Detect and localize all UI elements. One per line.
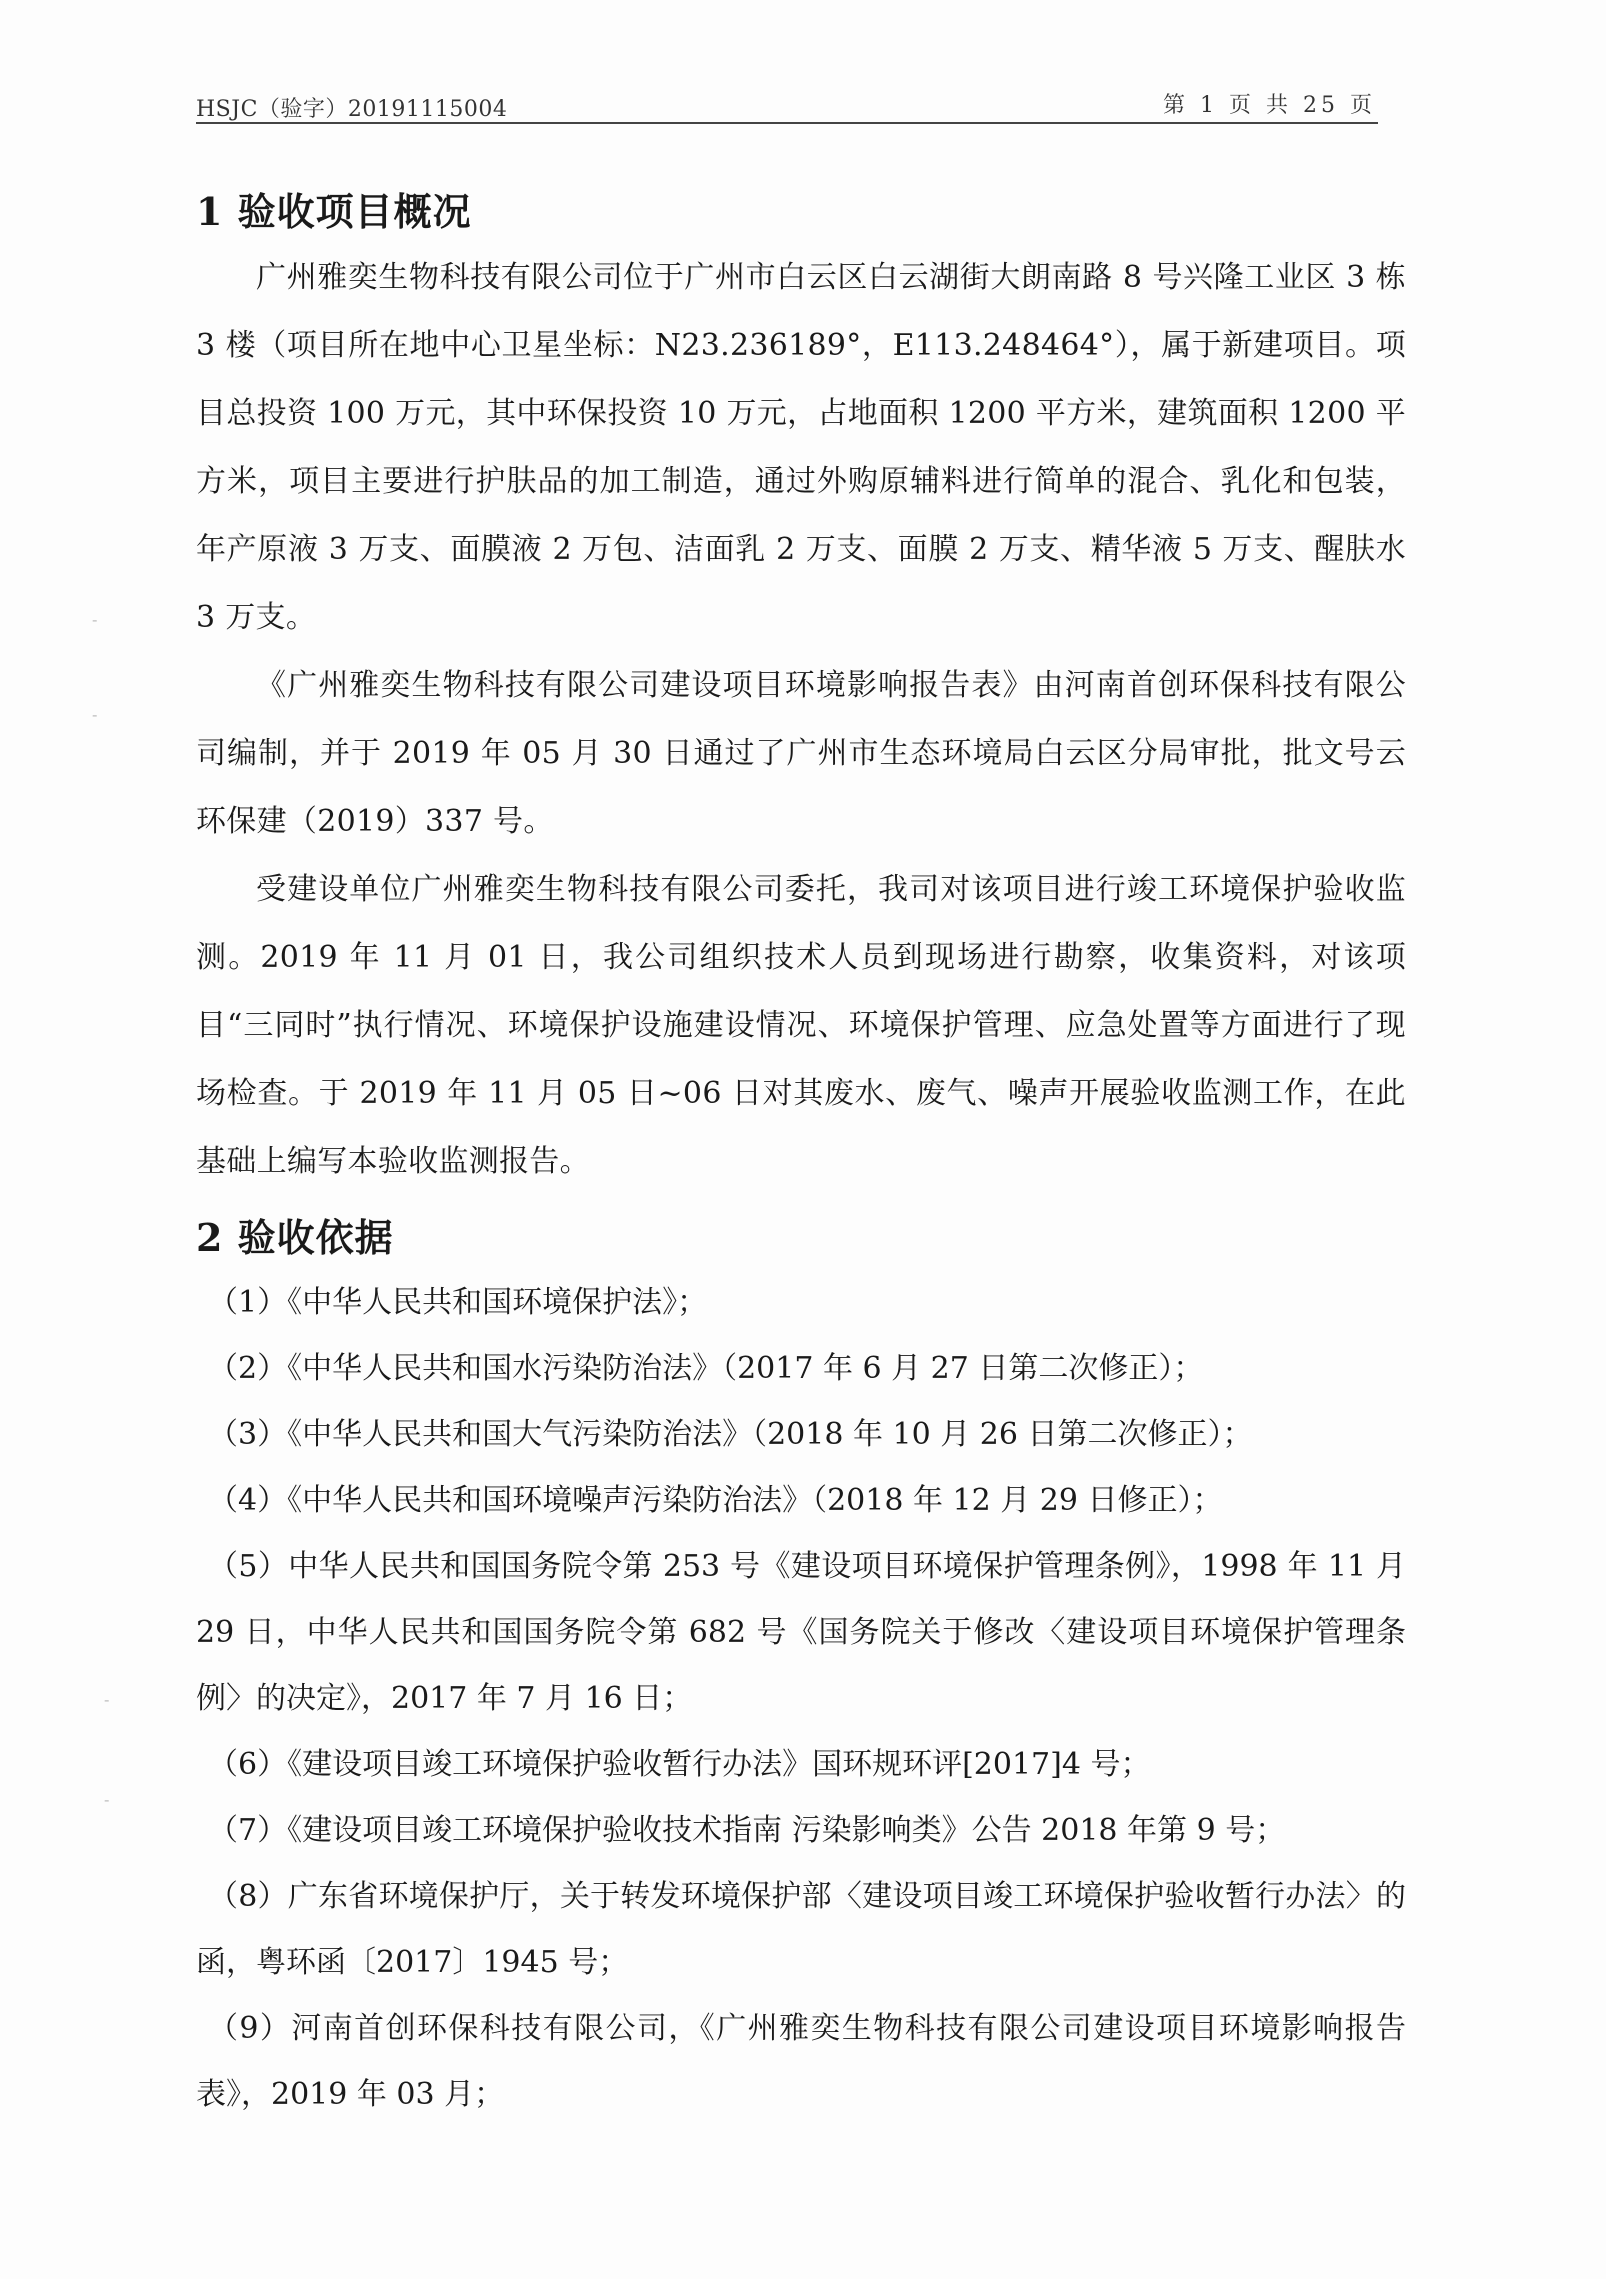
reference-item: （9）河南首创环保科技有限公司，《广州雅奕生物科技有限公司建设项目环境影响报告表》，2019 年 03 月； xyxy=(196,2011,1406,2112)
reference-item: （7）《建设项目竣工环境保护验收技术指南 污染影响类》公告 2018 年第 9 号； xyxy=(208,1813,1286,1848)
section-2-references xyxy=(196,1270,1406,2128)
page-header xyxy=(196,88,1376,122)
scan-mark: - xyxy=(92,610,98,629)
section-2-title: 2 验收依据 xyxy=(196,1215,394,1260)
reference-item: （8）广东省环境保护厅，关于转发环境保护部〈建设项目竣工环境保护验收暂行办法〉的函，粤环函〔2017〕1945 号； xyxy=(196,1879,1406,1980)
page-number: 第 1 页 共 25 页 xyxy=(1163,93,1376,118)
main-content xyxy=(196,180,1406,2128)
reference-item: （5）中华人民共和国国务院令第 253 号《建设项目环境保护管理条例》，1998 年 11 月 29 日，中华人民共和国国务院令第 682 号《国务院关于修改〈建设项目环境保护管理条例〉的决定》，2017 年 7 月 16 日； xyxy=(196,1549,1406,1716)
reference-item: （2）《中华人民共和国水污染防治法》（2017 年 6 月 27 日第二次修正）； xyxy=(208,1351,1204,1386)
section-1-title: 1 验收项目概况 xyxy=(196,189,472,234)
scan-mark: - xyxy=(104,1790,110,1809)
scan-mark: - xyxy=(104,1690,110,1709)
paragraph: 受建设单位广州雅奕生物科技有限公司委托，我司对该项目进行竣工环境保护验收监测。2019 年 11 月 01 日，我公司组织技术人员到现场进行勘察，收集资料，对该项目“三同时”执行情况、环境保护设施建设情况、环境保护管理、应急处置等方面进行了现场检查。于 2019 年 11 月 05 日~06 日对其废水、废气、噪声开展验收监测工作，在此基础上编写本验收监测报告。 xyxy=(196,872,1406,1179)
reference-item: （4）《中华人民共和国环境噪声污染防治法》（2018 年 12 月 29 日修正）； xyxy=(208,1483,1223,1518)
report-number: HSJC（验字）20191115004 xyxy=(196,97,508,122)
reference-item: （6）《建设项目竣工环境保护验收暂行办法》国环规环评[2017]4 号； xyxy=(208,1747,1151,1782)
header-divider xyxy=(196,122,1378,124)
section-1-body xyxy=(196,244,1406,1196)
scan-mark: - xyxy=(92,705,98,724)
paragraph: 广州雅奕生物科技有限公司位于广州市白云区白云湖街大朗南路 8 号兴隆工业区 3 栋 3 楼（项目所在地中心卫星坐标：N23.236189°，E113.248464°），属于新建项目。项目总投资 100 万元，其中环保投资 10 万元，占地面积 1200 平方米，建筑面积 1200 平方米，项目主要进行护肤品的加工制造，通过外购原辅料进行简单的混合、乳化和包装，年产原液 3 万支、面膜液 2 万包、洁面乳 2 万支、面膜 2 万支、精华液 5 万支、醒肤水 3 万支。 xyxy=(196,260,1406,635)
paragraph: 《广州雅奕生物科技有限公司建设项目环境影响报告表》由河南首创环保科技有限公司编制，并于 2019 年 05 月 30 日通过了广州市生态环境局白云区分局审批，批文号云环保建（2019）337 号。 xyxy=(196,668,1406,839)
reference-item: （1）《中华人民共和国环境保护法》； xyxy=(208,1285,708,1320)
reference-item: （3）《中华人民共和国大气污染防治法》（2018 年 10 月 26 日第二次修正）； xyxy=(208,1417,1253,1452)
